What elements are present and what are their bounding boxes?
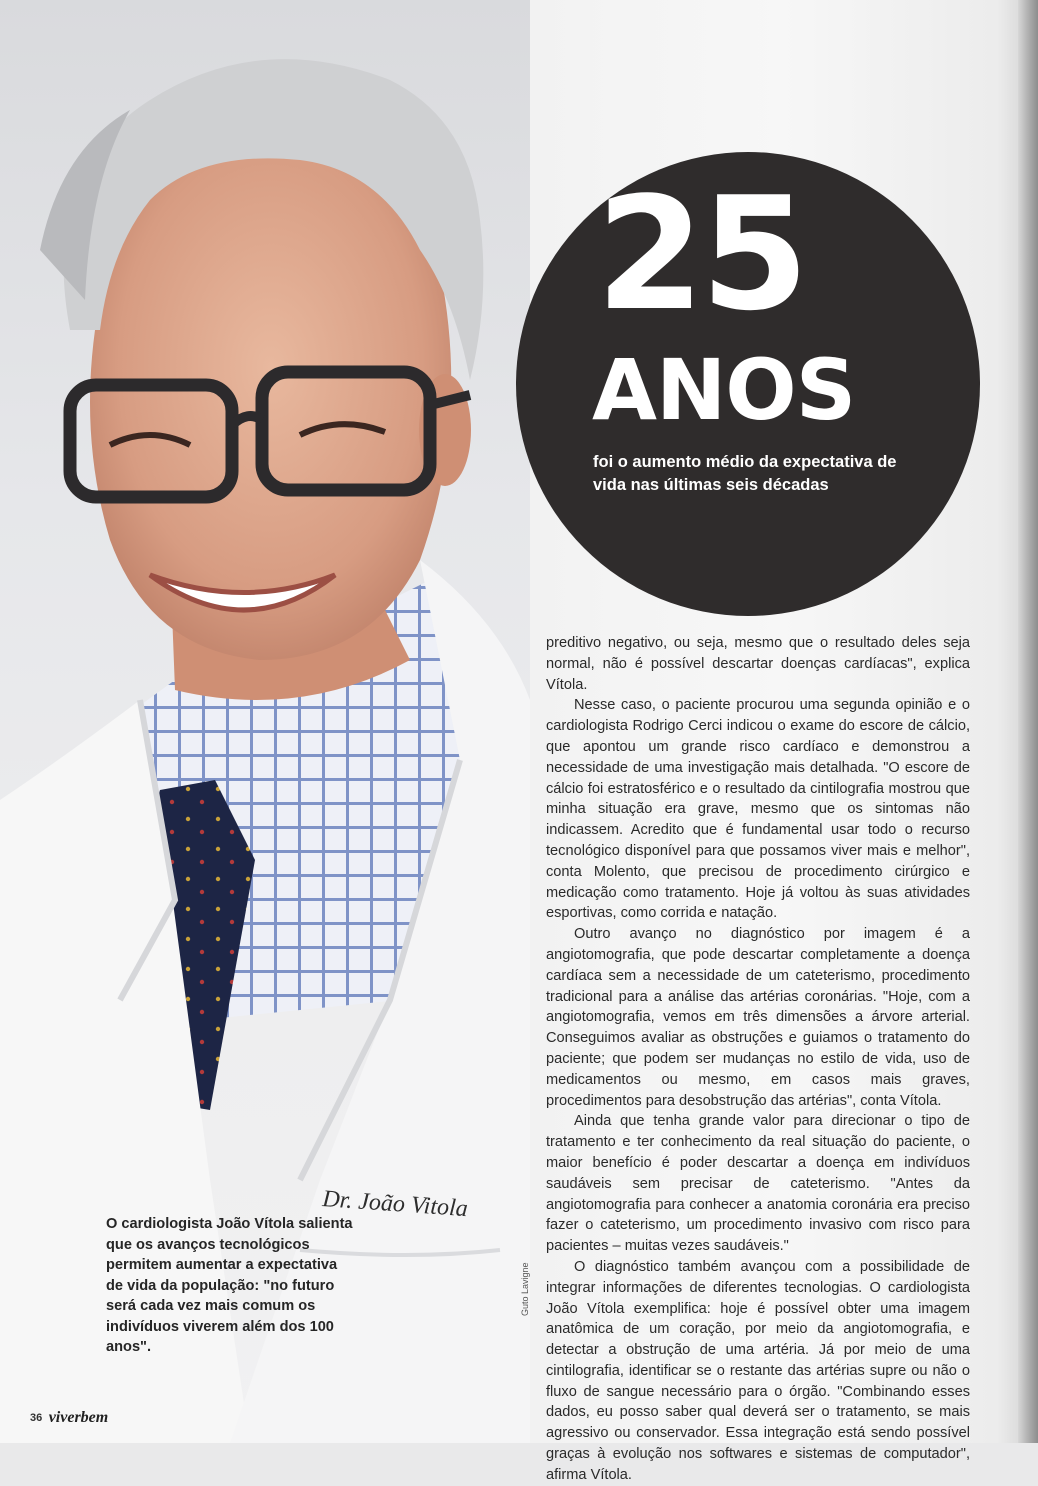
article-paragraph: preditivo negativo, ou seja, mesmo que o resultado deles seja normal, não é possível descartar doenças cardíacas", explica Vítola. xyxy=(546,635,970,693)
page-edge xyxy=(1018,0,1038,1443)
stat-caption: foi o aumento médio da expectativa de vida nas últimas seis décadas xyxy=(593,453,897,494)
article-paragraph: O diagnóstico também avançou com a possibilidade de integrar informações de diferentes tecnologias. O cardiologista João Vítola exemplifica: hoje é possível obter uma imagem anatômica de um coração, por meio da angiotomografia, e detectar a obstrução de uma artéria. Já por meio de uma cintilografia, identificar se o restante das artérias supre ou não o fluxo de sangue necessário para o órgão. "Combinando esses dados, eu posso saber qual deverá ser o tratamento, se mais agressivo ou conservador. Essa integração está sendo possível graças à evolução nos softwares e sistemas de computador", afirma Vítola. xyxy=(546,1258,970,1483)
article-paragraph: Outro avanço no diagnóstico por imagem é a angiotomografia, que pode descartar completamente a doença cardíaca sem a necessidade de um cateterismo, procedimento tradicional para a análise das artérias coronárias. "Hoje, com a angiotomografia, vemos em três dimensões a árvore arterial. Conseguimos avaliar as obstruções e guiamos o tratamento do paciente; que podem ser mudanças no estilo de vida, uso de medicamentos ou mesmo, em casos mais graves, procedimentos para desobstrução das artérias", conta Vítola. xyxy=(546,926,970,1109)
page-footer xyxy=(30,1409,108,1431)
photo-credit: Guto Lavigne xyxy=(520,1262,530,1316)
stat-unit: ANOS xyxy=(592,341,856,439)
article-paragraph: Nesse caso, o paciente procurou uma segunda opinião e o cardiologista Rodrigo Cerci indicou o exame do escore de cálcio, que apontou um grande risco cardíaco e demonstrou a necessidade de uma investigação mais detalhada. "O escore de cálcio foi estratosférico e o resultado da cintilografia mostrou que minha situação era grave, mesmo que os sintomas não indicassem. Acredito que é fundamental usar todo o recurso tecnológico disponível para que possamos viver mais e melhor", conta Molento, que precisou de procedimento cirúrgico e medicação como tratamento. Hoje já voltou às suas atividades esportivas, como corrida e natação. xyxy=(546,697,970,922)
photo-caption: O cardiologista João Vítola salienta que os avanços tecnológicos permitem aumentar a expectativa de vida da população: "no futuro será cada vez mais comum os indivíduos viverem além dos 100 anos". xyxy=(106,1216,353,1355)
coat-embroidery: Dr. João Vitola xyxy=(321,1186,469,1223)
magazine-brand: viverbem xyxy=(48,1409,109,1426)
page-number: 36 xyxy=(30,1412,43,1424)
stat-number: 25 xyxy=(596,163,806,345)
article-paragraph: Ainda que tenha grande valor para direcionar o tipo de tratamento e ter conhecimento da real situação do paciente, o maior benefício é poder descartar a doença em indivíduos saudáveis sem precisar de cateterismo. "Antes da angiotomografia para conhecer a anatomia coronária era preciso fazer o cateterismo, um procedimento invasivo com risco para pacientes – muitas vezes saudáveis." xyxy=(546,1113,970,1255)
article-body xyxy=(546,633,970,1486)
